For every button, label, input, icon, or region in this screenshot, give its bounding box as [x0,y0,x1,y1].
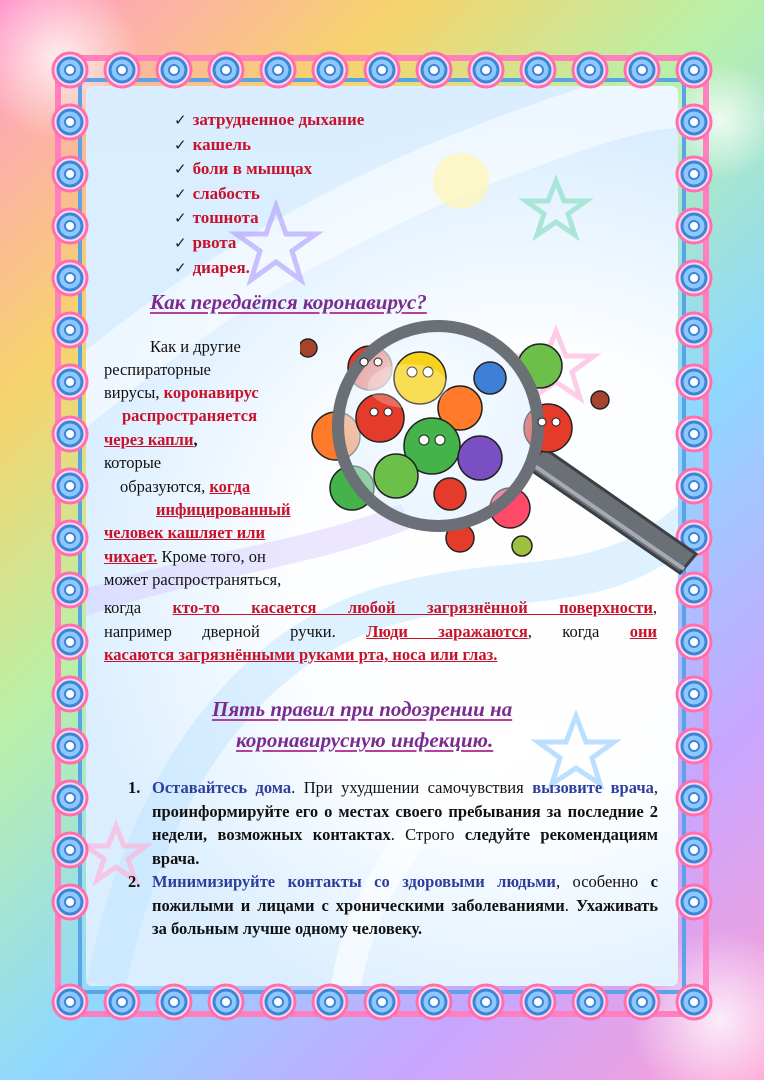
check-icon: ✓ [174,233,187,252]
symptom-label: боли в мышцах [192,159,313,179]
transmission-line-7: образуются, когда [120,477,251,496]
symptom-item [174,182,364,207]
transmission-line-12: когда кто-то касается любой загрязнённой поверхности, [104,598,657,617]
rule-number-1: 1. [128,778,141,797]
symptom-item [174,231,364,256]
check-icon: ✓ [174,184,187,203]
check-icon: ✓ [174,160,187,179]
transmission-line-14: касаются загрязнёнными руками рта, носа или глаз. [104,645,498,664]
symptom-label: кашель [192,134,252,154]
magnifier-virus-illustration [300,318,710,598]
symptom-label: диарея. [192,257,250,277]
heading-rules-line-1: Пять правил при подозрении на [212,697,513,721]
rule-text-1: Оставайтесь дома. При ухудшении самочувствия вызовите врача, проинформируйте его о местах своего пребывания за последние 2 недели, возможных контактах. Строго следуйте рекомендациям врача. [152,778,659,868]
symptom-item [174,256,364,281]
rule-text-2: Минимизируйте контакты со здоровыми людьми, особенно с пожилыми и лицами с хроническими заболеваниями. Ухаживать за больным лучше одному человеку. [152,872,659,938]
transmission-line-1: Как и другие [150,337,241,356]
rule-item-2 [128,870,658,964]
transmission-line-4: распространяется [122,406,258,425]
check-icon: ✓ [174,209,187,228]
transmission-line-2: респираторные [104,360,211,379]
rules-list [128,776,658,964]
symptom-label: слабость [192,183,260,203]
transmission-line-6: которые [104,453,162,472]
heading-rules-line-2: коронавирусную инфекцию. [236,728,494,752]
check-icon: ✓ [174,111,187,129]
transmission-line-5: через капли, [104,430,198,449]
rule-number-2: 2. [128,872,141,891]
transmission-line-8: инфицированный [156,500,291,519]
transmission-line-3: вирусы, коронавирус [104,383,259,402]
symptom-label: тошнота [192,208,259,228]
check-icon: ✓ [174,258,187,277]
symptom-list [174,108,364,280]
symptom-item [174,157,364,182]
transmission-line-9: человек кашляет или [104,523,266,542]
symptom-item [174,206,364,231]
heading-transmission: Как передаётся коронавирус? [150,290,427,314]
check-icon: ✓ [174,135,187,154]
transmission-line-13: например дверной ручки. Люди заражаются, когда они [104,622,657,641]
symptom-item [174,108,364,133]
rule-item-1 [128,776,658,870]
transmission-line-11: может распространяться, [104,570,282,589]
transmission-line-10: чихает. Кроме того, он [104,547,266,566]
symptom-label: затрудненное дыхание [192,110,365,129]
symptom-item [174,133,364,158]
symptom-label: рвота [192,232,237,252]
